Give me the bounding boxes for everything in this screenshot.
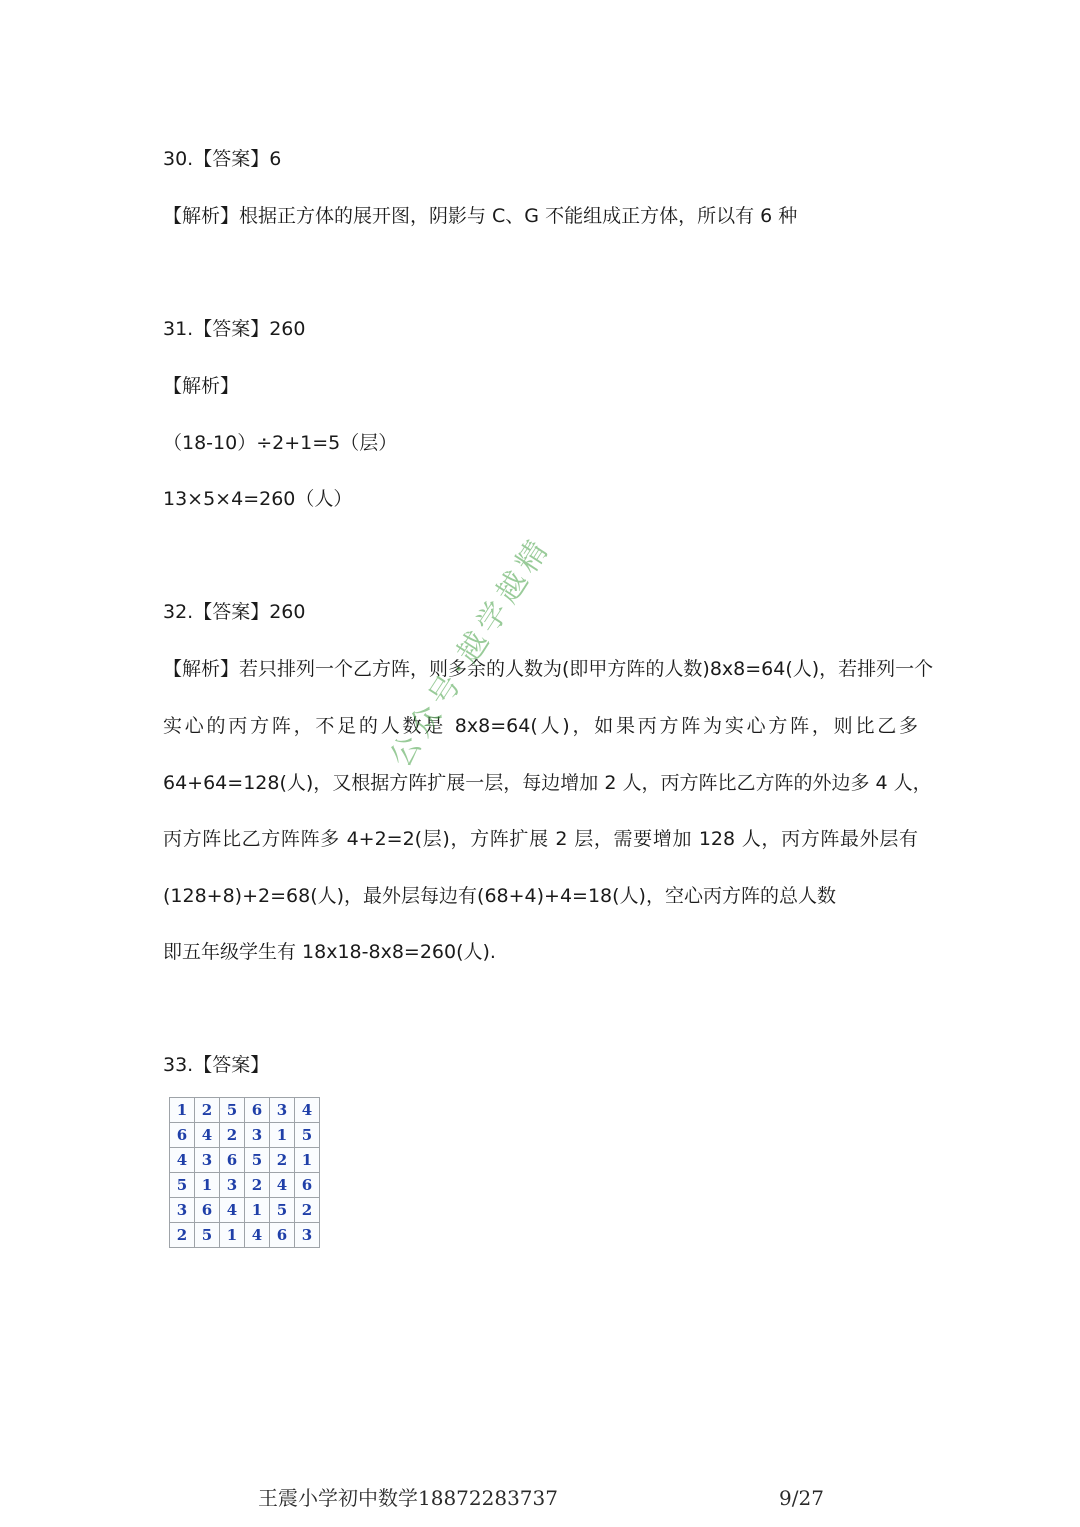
grid-cell: 1 [245, 1198, 270, 1223]
q31-answer: 31.【答案】260 [163, 318, 306, 340]
grid-row [170, 1198, 320, 1223]
grid-cell: 6 [295, 1173, 320, 1198]
grid-cell: 1 [170, 1098, 195, 1123]
sudoku-answer-grid [169, 1097, 320, 1248]
q31-step-2: 13×5×4=260（人） [163, 488, 353, 510]
grid-cell: 3 [220, 1173, 245, 1198]
grid-row [170, 1223, 320, 1248]
q30-answer: 30.【答案】6 [163, 148, 282, 170]
grid-cell: 1 [220, 1223, 245, 1248]
grid-cell: 3 [195, 1148, 220, 1173]
grid-cell: 2 [195, 1098, 220, 1123]
q32-analysis-line: 实心的丙方阵，不足的人数是 8x8=64(人)，如果丙方阵为实心方阵，则比乙多 [163, 715, 918, 737]
grid-row [170, 1123, 320, 1148]
grid-cell: 2 [220, 1123, 245, 1148]
grid-cell: 6 [220, 1148, 245, 1173]
grid-cell: 2 [295, 1198, 320, 1223]
grid-row [170, 1098, 320, 1123]
watermark: 公众号·越学越精 [383, 529, 559, 774]
q32-analysis-line: 即五年级学生有 18x18-8x8=260(人). [163, 941, 496, 963]
grid-cell: 5 [170, 1173, 195, 1198]
page-number: 9/27 [779, 1486, 824, 1510]
grid-cell: 6 [195, 1198, 220, 1223]
grid-cell: 5 [245, 1148, 270, 1173]
grid-cell: 4 [295, 1098, 320, 1123]
grid-cell: 4 [220, 1198, 245, 1223]
grid-cell: 1 [270, 1123, 295, 1148]
grid-row [170, 1148, 320, 1173]
q31-analysis-label: 【解析】 [163, 375, 240, 397]
q32-analysis-line: 64+64=128(人)，又根据方阵扩展一层，每边增加 2 人，丙方阵比乙方阵的外边多 4 人， [163, 772, 932, 794]
q32-analysis-line: 【解析】若只排列一个乙方阵，则多余的人数为(即甲方阵的人数)8x8=64(人)，若排列一个 [163, 658, 934, 680]
grid-cell: 4 [270, 1173, 295, 1198]
grid-cell: 5 [295, 1123, 320, 1148]
grid-cell: 4 [245, 1223, 270, 1248]
grid-row [170, 1173, 320, 1198]
grid-cell: 1 [195, 1173, 220, 1198]
q32-answer: 32.【答案】260 [163, 601, 306, 623]
grid-cell: 6 [270, 1223, 295, 1248]
q30-analysis: 【解析】根据正方体的展开图，阴影与 C、G 不能组成正方体，所以有 6 种 [163, 205, 798, 227]
grid-cell: 5 [220, 1098, 245, 1123]
footer-contact: 王震小学初中数学18872283737 [258, 1486, 558, 1510]
q32-analysis-line: (128+8)+2=68(人)，最外层每边有(68+4)+4=18(人)，空心丙方阵的总人数 [163, 885, 836, 907]
grid-cell: 3 [245, 1123, 270, 1148]
grid-cell: 5 [195, 1223, 220, 1248]
grid-cell: 6 [170, 1123, 195, 1148]
grid-cell: 3 [295, 1223, 320, 1248]
q31-step-1: （18-10）÷2+1=5（层） [163, 432, 398, 454]
grid-cell: 2 [270, 1148, 295, 1173]
grid-cell: 5 [270, 1198, 295, 1223]
grid-cell: 2 [170, 1223, 195, 1248]
grid-cell: 3 [270, 1098, 295, 1123]
grid-cell: 3 [170, 1198, 195, 1223]
grid-cell: 4 [195, 1123, 220, 1148]
grid-cell: 1 [295, 1148, 320, 1173]
q33-answer: 33.【答案】 [163, 1054, 270, 1076]
q32-analysis-line: 丙方阵比乙方阵阵多 4+2=2(层)，方阵扩展 2 层，需要增加 128 人，丙方阵最外层有 [163, 828, 918, 850]
grid-cell: 6 [245, 1098, 270, 1123]
grid-cell: 2 [245, 1173, 270, 1198]
grid-cell: 4 [170, 1148, 195, 1173]
